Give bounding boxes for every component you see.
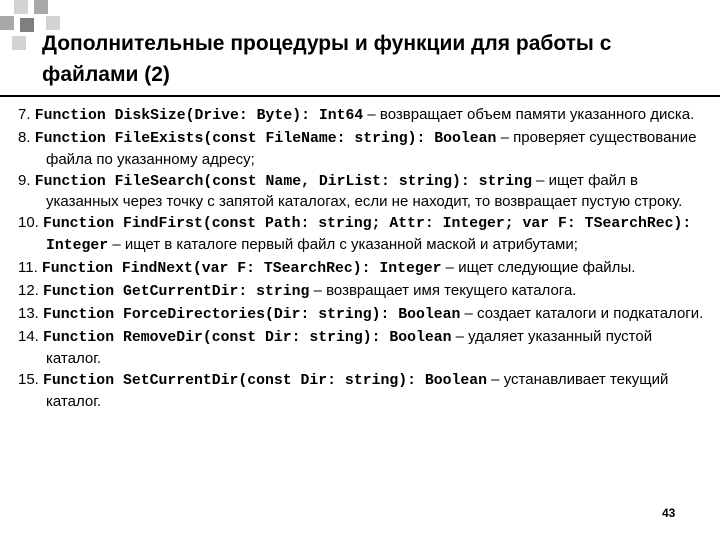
item-description: – ищет в каталоге первый файл с указанной маской и атрибутами; bbox=[108, 236, 578, 254]
list-item bbox=[18, 171, 708, 212]
item-signature: Function RemoveDir(const Dir: string): Boolean bbox=[43, 330, 452, 347]
item-number: 15. bbox=[18, 371, 39, 389]
item-number: 14. bbox=[18, 328, 39, 346]
deco-square bbox=[34, 0, 48, 14]
list-item bbox=[18, 281, 708, 303]
item-signature: Function SetCurrentDir(const Dir: string): Boolean bbox=[43, 373, 488, 390]
title-divider bbox=[0, 95, 720, 97]
item-description: – возвращает имя текущего каталога. bbox=[309, 282, 577, 300]
list-item bbox=[18, 128, 708, 169]
item-number: 8. bbox=[18, 129, 31, 147]
item-signature: Function DiskSize(Drive: Byte): Int64 bbox=[34, 108, 364, 124]
deco-square bbox=[20, 18, 34, 32]
function-list bbox=[18, 105, 708, 413]
item-number: 7. bbox=[18, 106, 31, 123]
page-number: 43 bbox=[662, 506, 676, 520]
list-item bbox=[18, 304, 708, 326]
list-item bbox=[18, 213, 708, 256]
item-number: 11. bbox=[18, 259, 38, 277]
item-description: – удаляет указанный пустой каталог. bbox=[46, 328, 653, 368]
item-signature: Function GetCurrentDir: string bbox=[43, 284, 310, 301]
deco-square bbox=[14, 0, 28, 14]
list-item bbox=[18, 370, 708, 411]
item-number: 12. bbox=[18, 282, 39, 300]
item-signature: Function FindFirst(const Path: string; Attr: Integer; var F: TSearchRec): Integer bbox=[43, 216, 692, 255]
list-item bbox=[18, 105, 708, 127]
item-number: 10. bbox=[18, 214, 39, 232]
item-description: – ищет следующие файлы. bbox=[441, 259, 636, 277]
item-signature: Function FileExists(const FileName: string): Boolean bbox=[34, 131, 497, 148]
item-signature: Function ForceDirectories(Dir: string): Boolean bbox=[43, 307, 461, 324]
item-description: – создает каталоги и подкаталоги. bbox=[460, 305, 704, 323]
list-item bbox=[18, 327, 708, 368]
item-description: – возвращает объем памяти указанного диска. bbox=[363, 106, 695, 123]
list-item bbox=[18, 258, 708, 280]
deco-square bbox=[0, 16, 14, 30]
deco-square bbox=[12, 36, 26, 50]
item-signature: Function FindNext(var F: TSearchRec): Integer bbox=[41, 261, 442, 278]
item-description: – ищет файл в указанных через точку с запятой каталогах, если не находит, то возвращает пустую строку. bbox=[46, 171, 683, 211]
slide-title: Дополнительные процедуры и функции для работы с файлами (2) bbox=[42, 32, 612, 86]
item-description: – проверяет существование файла по указанному адресу; bbox=[46, 129, 697, 168]
item-number: 9. bbox=[18, 171, 31, 189]
item-number: 13. bbox=[18, 305, 39, 323]
item-description: – устанавливает текущий каталог. bbox=[46, 371, 669, 410]
item-signature: Function FileSearch(const Name, DirList: string): string bbox=[34, 173, 532, 190]
